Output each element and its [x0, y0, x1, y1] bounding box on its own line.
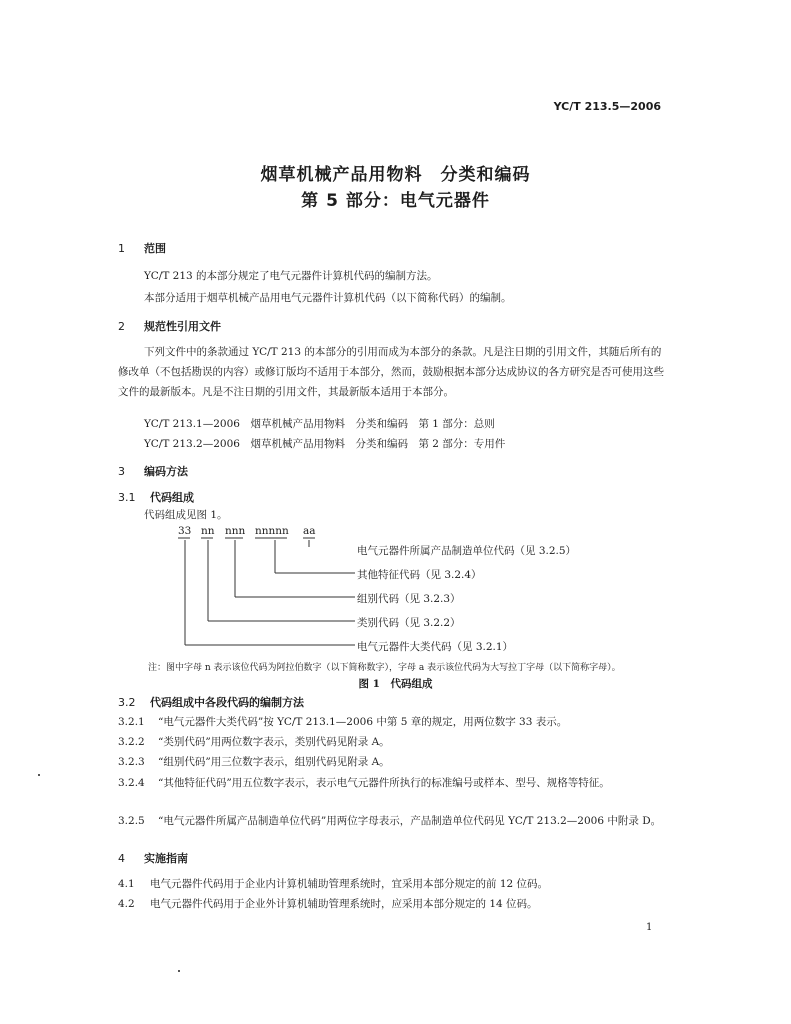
label-group-code: 组别代码（见 3.2.3）	[357, 593, 461, 605]
clause-number: 4.2	[118, 898, 135, 910]
clause-text: “电气元器件大类代码”按 YC/T 213.1—2006 中第 5 章的规定，用两位数字 33 表示。	[158, 716, 568, 728]
label-class-code: 类别代码（见 3.2.2）	[357, 617, 461, 629]
clause-text: 电气元器件代码用于企业外计算机辅助管理系统时，应采用本部分规定的 14 位码。	[150, 898, 538, 910]
reference-1: YC/T 213.1—2006 烟草机械产品用物料 分类和编码 第 1 部分：总则	[144, 418, 495, 430]
clause-number: 3.2.3	[118, 756, 145, 768]
code-part-class: nn	[201, 525, 215, 537]
section-number: 4	[118, 852, 125, 865]
clause-number: 4.1	[118, 878, 135, 890]
section-number: 3.1	[118, 491, 136, 504]
clause-3-2-5	[118, 812, 666, 830]
section-3-heading	[118, 463, 188, 479]
section-number: 2	[118, 320, 125, 333]
clause-3-2-3	[118, 754, 390, 769]
clause-text: “类别代码”用两位数字表示，类别代码见附录 A。	[158, 736, 390, 748]
code-structure-diagram	[175, 525, 695, 657]
clause-3-2-2	[118, 734, 390, 749]
section-1-heading	[118, 240, 166, 256]
scan-speck	[38, 774, 40, 776]
section-2-paragraph: 下列文件中的条款通过 YC/T 213 的本部分的引用而成为本部分的条款。凡是注日期的引用文件，其随后所有的修改单（不包括勘误的内容）或修订版均不适用于本部分，然而，鼓励根据本部分达成协议的各方研究是否可使用这些文件的最新版本。凡是不注日期的引用文件，其最新版本适用于本部分。	[118, 346, 664, 398]
label-feature-code: 其他特征代码（见 3.2.4）	[357, 569, 482, 581]
section-title: 规范性引用文件	[144, 320, 221, 333]
clause-text: “其他特征代码”用五位数字表示，表示电气元器件所执行的标准编号或样本、型号、规格等特征。	[158, 777, 610, 789]
page-number: 1	[646, 922, 653, 933]
figure-note: 注：图中字母 n 表示该位代码为阿拉伯数字（以下简称数字），字母 a 表示该位代码为大写拉丁字母（以下简称字母）。	[148, 663, 621, 673]
section-3-1-heading	[118, 489, 194, 505]
clause-number: 3.2.2	[118, 736, 145, 748]
figure-caption: 图 1 代码组成	[358, 678, 433, 690]
section-3-2-heading	[118, 694, 304, 710]
document-title: 烟草机械产品用物料 分类和编码	[260, 165, 531, 185]
scan-speck	[178, 970, 180, 972]
section-title: 实施指南	[144, 852, 188, 865]
clause-number: 3.2.5	[118, 815, 145, 827]
code-part-group: nnn	[225, 525, 246, 537]
clause-4-1	[118, 876, 548, 891]
code-part-feature: nnnnn	[255, 525, 289, 537]
section-2-heading	[118, 318, 221, 334]
section-title: 范围	[144, 242, 166, 255]
clause-number: 3.2.4	[118, 777, 145, 789]
section-3-1-paragraph: 代码组成见图 1。	[144, 509, 228, 521]
standard-number: YC/T 213.5—2006	[553, 100, 661, 113]
section-number: 1	[118, 242, 125, 255]
section-title: 代码组成中各段代码的编制方法	[150, 696, 304, 709]
section-number: 3.2	[118, 696, 136, 709]
code-part-manufacturer: aa	[303, 525, 316, 537]
clause-3-2-4	[118, 774, 666, 792]
reference-2: YC/T 213.2—2006 烟草机械产品用物料 分类和编码 第 2 部分：专用件	[144, 438, 506, 450]
clause-number: 3.2.1	[118, 716, 145, 728]
clause-text: “组别代码”用三位数字表示，组别代码见附录 A。	[158, 756, 390, 768]
section-1-paragraph-2: 本部分适用于烟草机械产品用电气元器件计算机代码（以下简称代码）的编制。	[144, 292, 512, 304]
clause-text: “电气元器件所属产品制造单位代码”用两位字母表示，产品制造单位代码见 YC/T 213.2—2006 中附录 D。	[158, 815, 662, 827]
section-number: 3	[118, 465, 125, 478]
section-title: 代码组成	[150, 491, 194, 504]
clause-4-2	[118, 896, 538, 911]
section-1-paragraph-1: YC/T 213 的本部分规定了电气元器件计算机代码的编制方法。	[144, 270, 438, 282]
clause-text: 电气元器件代码用于企业内计算机辅助管理系统时，宜采用本部分规定的前 12 位码。	[150, 878, 549, 890]
label-major-class-code: 电气元器件大类代码（见 3.2.1）	[357, 641, 514, 653]
label-manufacturer-code: 电气元器件所属产品制造单位代码（见 3.2.5）	[357, 545, 577, 557]
code-part-major-class: 33	[178, 525, 192, 537]
document-subtitle: 第 5 部分：电气元器件	[301, 191, 490, 211]
section-title: 编码方法	[144, 465, 188, 478]
clause-3-2-1	[118, 714, 567, 729]
section-4-heading	[118, 850, 188, 866]
